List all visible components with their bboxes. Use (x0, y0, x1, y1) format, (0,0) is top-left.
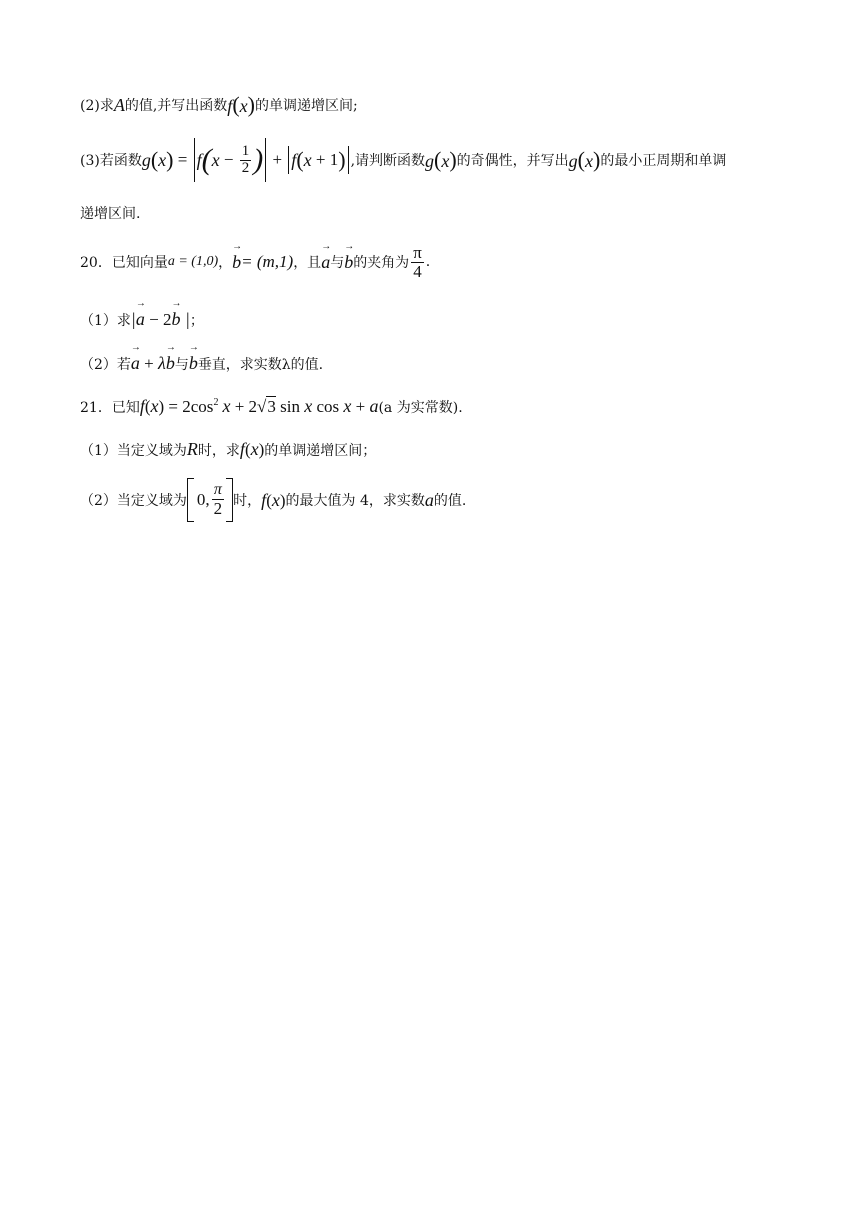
q19-part3-cont: 递增区间. (80, 206, 141, 222)
q20-stem: 20．已知向量 a = (1,0) ， → b = (m,1) ，且 → a 与 → b 的夹角为 $\frac{\pi}{4}$ . (80, 244, 430, 281)
q19-part3 (80, 138, 726, 182)
expr-gx-2: g(x) (568, 147, 601, 172)
q21-note: (a 为实常数). (378, 399, 463, 416)
var-A: A (113, 94, 125, 115)
var-R: R (186, 439, 198, 459)
q20-part2 (80, 353, 323, 374)
q21-number: 21．已知 (80, 399, 140, 416)
q20-part1-suffix: ； (189, 312, 204, 329)
q21-part1-text1: 时，求 (197, 442, 240, 459)
q21-part2 (80, 478, 466, 522)
expr-f-definition: $f(x) = 2\cos^2$ x + 2√3 sin x cos x + a (139, 396, 379, 416)
expr-abs-a-minus-2b: |→ a − 2→ b | (131, 309, 190, 330)
q21-part1-prefix: （1）当定义域为 (80, 442, 187, 459)
expr-fx: f(x) (227, 92, 255, 117)
q20-number: 20．已知向量 (80, 255, 168, 272)
q20-mid: ，且 (293, 255, 322, 272)
q19-part3-continued (80, 203, 140, 223)
q19-part2 (80, 92, 358, 118)
vector-a: → a (321, 252, 330, 273)
pi-symbol: π (413, 243, 422, 262)
q20-part1-prefix: （1）求 (80, 312, 131, 329)
q19-part2-text2: 的单调递增区间; (254, 98, 358, 114)
q19-part2-prefix: (2)求 (80, 98, 114, 114)
q19-part3-prefix: (3)若函数 (80, 153, 142, 169)
q20-yu: 与 (330, 255, 345, 272)
interval-0-pi-over-2: 0, $\frac{\pi}{2}$ (187, 478, 233, 522)
q20-end: . (425, 254, 431, 271)
q21-part2-suffix: 的值. (433, 493, 467, 509)
expr-gx: g(x) (425, 147, 457, 172)
var-a: a (424, 489, 434, 510)
q19-part3-text1: ,请判断函数 (350, 153, 426, 169)
q20-part2-prefix: （2）若 (80, 356, 131, 373)
expr-a-plus-lambda-b: → a + λ→ b (131, 353, 175, 374)
q20-part2-suffix: 垂直，求实数λ的值. (197, 356, 324, 373)
q21-part2-text2: 的最大值为 4，求实数 (285, 493, 425, 509)
angle-pi-over-4 (411, 244, 424, 281)
q19-part3-text3: 的最小正周期和单调 (600, 153, 727, 169)
q20-part2-yu: 与 (174, 356, 189, 373)
q21-part2-text1: 时， (233, 493, 262, 509)
vector-a-def: a = (1,0) (167, 254, 219, 270)
q20-angle-text: 的夹角为 (353, 255, 410, 272)
expr-f-of-x: f(x) (239, 439, 265, 459)
q19-part2-text1: 的值,并写出函数 (124, 98, 228, 114)
vector-b: → b (232, 252, 241, 273)
q21-part1-text2: 的单调递增区间； (264, 442, 377, 459)
expr-f-of-x-2: f(x) (261, 489, 286, 510)
vector-b-2: → b (344, 252, 353, 273)
vector-b-3: → b (189, 353, 198, 374)
q20-part1 (80, 309, 204, 330)
q21-part1 (80, 439, 376, 460)
vector-b-def: = (m,1) (241, 252, 294, 272)
q21-stem (80, 396, 463, 417)
q19-part3-text2: 的奇偶性，并写出 (456, 153, 569, 169)
q21-part2-prefix: （2）当定义域为 (80, 493, 187, 509)
denominator-4: 4 (413, 261, 422, 281)
expr-g-definition: g ( x ) = f ( x − $\frac{1}{2}$ ) + f ( x + 1 ) (142, 138, 351, 182)
